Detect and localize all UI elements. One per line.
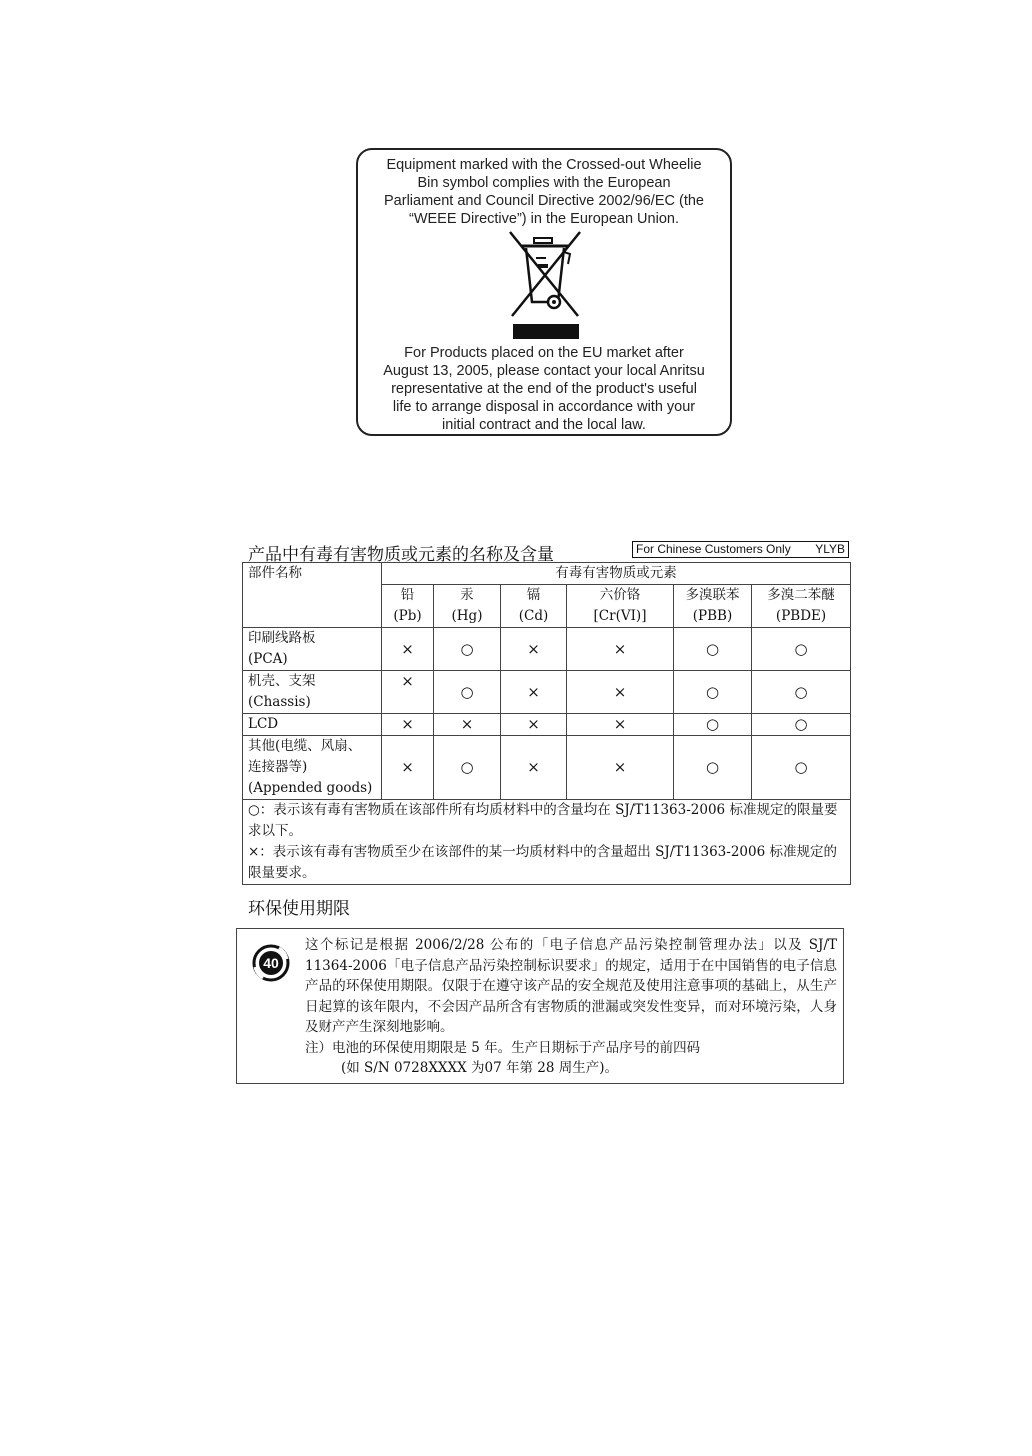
hazard-table-title: 产品中有毒有害物质或元素的名称及含量	[248, 545, 554, 565]
weee-bottom-line: initial contract and the local law.	[442, 417, 646, 433]
table-notes-row	[243, 800, 851, 885]
substance-mark: ×	[567, 671, 674, 714]
weee-top-line: Bin symbol complies with the European	[417, 175, 671, 191]
weee-bottom-text	[364, 344, 724, 434]
substance-mark: ○	[434, 671, 501, 714]
header-substances-group: 有毒有害物质或元素	[382, 563, 851, 585]
substance-mark: ×	[567, 736, 674, 800]
substance-symbol: (Cd)	[518, 608, 549, 624]
part-name	[243, 714, 382, 736]
header-substance	[501, 585, 567, 628]
hazard-substance-table	[242, 562, 851, 885]
substance-name: 镉	[526, 587, 541, 603]
part-line: 其他(电缆、风扇、	[248, 738, 362, 754]
part-line: (PCA)	[248, 651, 288, 667]
efup-40-icon	[251, 943, 291, 983]
substance-symbol: [Cr(VI)]	[593, 608, 647, 624]
eco-period-title: 环保使用期限	[248, 899, 350, 919]
substance-mark: ○	[752, 714, 851, 736]
table-row	[243, 736, 851, 800]
substance-mark: ×	[382, 714, 434, 736]
substance-mark: ○	[674, 628, 752, 671]
part-line: LCD	[248, 716, 279, 732]
weee-notice-box	[356, 148, 732, 436]
substance-mark: ×	[567, 714, 674, 736]
substance-mark: ○	[674, 714, 752, 736]
header-substance	[752, 585, 851, 628]
eco-period-box	[236, 928, 844, 1084]
substance-name: 铅	[400, 587, 415, 603]
weee-bottom-line: life to arrange disposal in accordance with your	[392, 399, 696, 415]
weee-top-line: “WEEE Directive”) in the European Union.	[409, 211, 679, 227]
substance-mark: ×	[382, 671, 434, 714]
header-substance	[382, 585, 434, 628]
header-substance	[674, 585, 752, 628]
substance-mark: ×	[501, 671, 567, 714]
substance-mark: ○	[434, 736, 501, 800]
eco-note-line2: (如 S/N 0728XXXX 为07 年第 28 周生产)。	[341, 1060, 619, 1076]
badge-label: For Chinese Customers Only	[636, 542, 791, 556]
crossed-out-wheelie-bin-icon	[506, 230, 586, 340]
substance-mark: ○	[752, 671, 851, 714]
substance-mark: ×	[434, 714, 501, 736]
part-line: (Appended goods)	[248, 780, 373, 796]
weee-bottom-line: For Products placed on the EU market after	[404, 345, 684, 361]
substance-mark: ×	[501, 628, 567, 671]
substance-name: 汞	[460, 587, 474, 603]
note-cross-meaning: ×：表示该有毒有害物质至少在该部件的某一均质材料中的含量超出 SJ/T11363-2006 标准规定的限量要求。	[248, 844, 837, 881]
table-row	[243, 671, 851, 714]
substance-symbol: (Hg)	[451, 608, 483, 624]
part-line: 机壳、支架	[248, 673, 316, 689]
efup-number: 40	[263, 955, 279, 971]
eco-period-text	[305, 935, 837, 1079]
substance-mark: ×	[501, 714, 567, 736]
substance-mark: ○	[434, 628, 501, 671]
substance-mark: ×	[501, 736, 567, 800]
substance-mark: ×	[382, 628, 434, 671]
note-circle-meaning: ○：表示该有毒有害物质在该部件所有均质材料中的含量均在 SJ/T11363-2006 标准规定的限量要求以下。	[248, 802, 838, 839]
header-substance	[434, 585, 501, 628]
substance-symbol: (PBB)	[692, 608, 733, 624]
substance-mark: ○	[674, 671, 752, 714]
chinese-customers-badge	[632, 541, 849, 558]
eco-note-line1: 注）电池的环保使用期限是 5 年。生产日期标于产品序号的前四码	[305, 1039, 701, 1056]
header-substance	[567, 585, 674, 628]
substance-mark: ○	[752, 736, 851, 800]
weee-bottom-line: August 13, 2005, please contact your local Anritsu	[383, 363, 705, 379]
table-row	[243, 714, 851, 736]
part-line: 印刷线路板	[248, 630, 316, 646]
substance-mark: ○	[752, 628, 851, 671]
part-line: 连接器等)	[248, 759, 308, 775]
weee-bottom-line: representative at the end of the product's useful	[391, 381, 697, 397]
substance-mark: ×	[567, 628, 674, 671]
substance-mark: ○	[674, 736, 752, 800]
substance-symbol: (Pb)	[393, 608, 422, 624]
substance-name: 多溴二苯醚	[767, 587, 835, 603]
weee-top-line: Parliament and Council Directive 2002/96/EC (the	[384, 193, 704, 209]
substance-name: 六价铬	[599, 587, 641, 603]
weee-top-line: Equipment marked with the Crossed-out Wheelie	[386, 157, 702, 173]
eco-paragraph: 这个标记是根据 2006/2/28 公布的「电子信息产品污染控制管理办法」以及 SJ/T 11364-2006「电子信息产品污染控制标识要求」的规定，适用于在中国销售的电子信息产品的环保使用期限。仅限于在遵守该产品的安全规范及使用注意事项的基础上，从生产日起算的该年限内，不会因产品所含有害物质的泄漏或突发性变异，而对环境污染，人身及财产产生深刻地影响。	[305, 937, 837, 1035]
substance-symbol: (PBDE)	[775, 608, 827, 624]
table-row	[243, 628, 851, 671]
table-notes	[243, 800, 851, 885]
substance-name: 多溴联苯	[685, 587, 740, 603]
header-part-name: 部件名称	[243, 563, 382, 628]
part-name	[243, 628, 382, 671]
substance-mark: ×	[382, 736, 434, 800]
badge-code: YLYB	[815, 542, 845, 556]
part-name	[243, 736, 382, 800]
weee-top-text	[364, 156, 724, 228]
part-line: (Chassis)	[248, 694, 311, 710]
part-name	[243, 671, 382, 714]
